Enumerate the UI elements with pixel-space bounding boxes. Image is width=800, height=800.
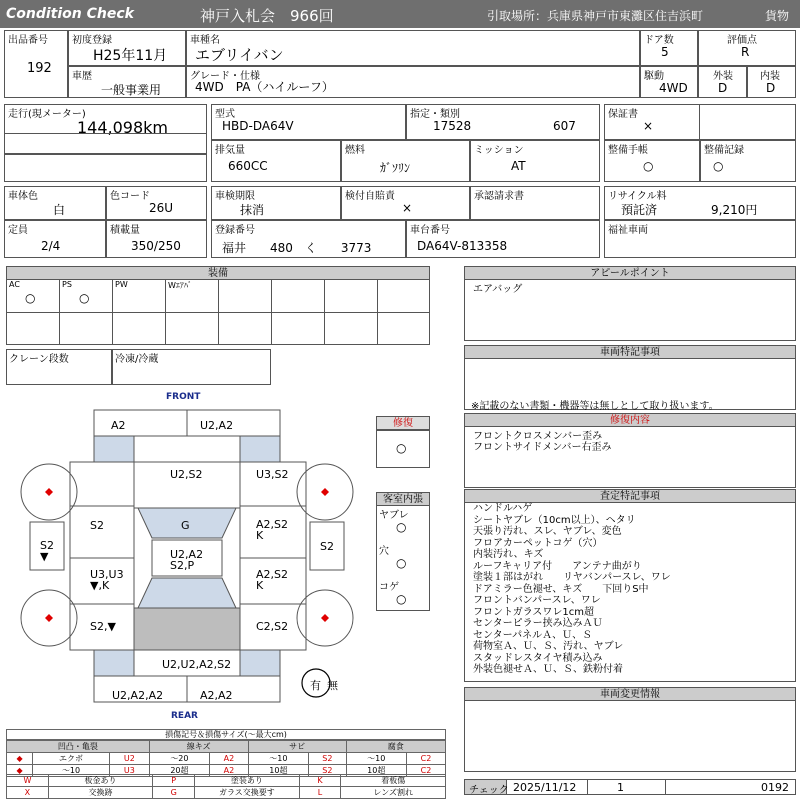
inspect-label: 車検期限 (215, 191, 255, 202)
recycle-status: 預託済 (621, 203, 658, 217)
color-code-label: 色コード (110, 191, 150, 202)
model-box (211, 104, 406, 140)
first-reg-label: 初度登録 (72, 35, 112, 46)
plate-box (211, 220, 406, 258)
cert-value-2: 607 (553, 119, 576, 133)
grade-label: グレード・仕様 (190, 71, 260, 82)
score-value: R (741, 45, 750, 59)
inspection-line: フロントガラスワレ1cm超 (473, 606, 595, 618)
manual-label: 整備手帳 (608, 145, 648, 156)
legend-cell: 10超 (248, 765, 308, 777)
legend-cell: 塗装あり (195, 775, 300, 787)
approval-box (470, 186, 600, 220)
panel-right-mirror: S2 (320, 540, 334, 553)
lot-label: 出品番号 (8, 35, 48, 46)
doors-label: ドア数 (644, 35, 674, 46)
cert-box (406, 104, 600, 140)
warranty-value: × (643, 119, 654, 133)
first-reg-box (68, 30, 186, 66)
panel-left-mirror: S2 ▼ (40, 539, 54, 563)
legend-code: U2 (109, 753, 149, 765)
equip-ac-label: AC (9, 280, 20, 289)
panel-roof: U2,A2 S2,P (170, 548, 204, 572)
doors-box (640, 30, 698, 66)
legend-cell: 〜20 (149, 753, 209, 765)
fuel-value: ｶﾞｿﾘﾝ (380, 161, 411, 175)
check-label: チェック (469, 785, 509, 796)
legend-code: X (7, 787, 49, 799)
inspection-line: フロアカーペットコゲ（穴） (473, 537, 603, 549)
mileage-value: 144,098km (77, 118, 169, 137)
vehicle-category: 貨物 (765, 9, 790, 23)
grade-box (186, 66, 640, 98)
cabin-burn-label: コゲ (379, 582, 399, 593)
first-reg-value: H25年11月 (93, 48, 168, 64)
int-label: 内装 (760, 71, 780, 82)
plate-value: 福井 480 く 3773 (222, 241, 372, 255)
score-label: 評価点 (727, 35, 757, 46)
legend-code: S2 (309, 753, 347, 765)
panel-left-front-door: S2 (90, 519, 104, 532)
recycle-amount: 9,210円 (711, 203, 758, 217)
panel-right-front-upper: U3,S2 (256, 468, 289, 481)
drive-value: 4WD (659, 81, 688, 95)
fuel-label: 燃料 (345, 145, 365, 156)
check-number: 1 (617, 781, 624, 794)
panel-rear-bumper-right: A2,A2 (200, 689, 233, 702)
change-box (464, 700, 796, 772)
car-name-value: エブリイバン (195, 46, 284, 64)
record-value: ○ (713, 159, 724, 173)
appeal-text: エアバッグ (473, 284, 523, 295)
panel-right-front-door: A2,S2 K (256, 518, 289, 542)
record-box (700, 140, 796, 182)
warranty-box (604, 104, 796, 140)
lot-number: 192 (27, 61, 52, 76)
inspection-line: センターパネルＡ、Ｕ、Ｓ (473, 629, 593, 641)
legend-code: G (153, 787, 195, 799)
load-value: 350/250 (131, 239, 181, 253)
spare-tire-yes: 有 (310, 679, 321, 692)
inspection-box (464, 502, 796, 682)
body-color-box (4, 186, 106, 220)
legend-cell: 〜10 (248, 753, 308, 765)
legend-diamond-icon: ◆ (7, 765, 33, 777)
panel-roof-front: U2,S2 (170, 468, 203, 481)
mission-box (470, 140, 600, 182)
recycle-label: リサイクル料 (608, 191, 667, 202)
manual-box (604, 140, 700, 182)
car-name-box (186, 30, 640, 66)
panel-rear-bumper-left: U2,A2,A2 (112, 689, 164, 702)
legend-cell: レンズ割れ (341, 787, 446, 799)
panel-left-rear-door: U3,U3 ▼,K (90, 568, 124, 592)
repair-line: フロントクロスメンバー歪み (473, 431, 603, 442)
legend-cell: 交換跡 (48, 787, 153, 799)
legend-title: 損傷記号＆損傷サイズ(〜最大cm) (6, 729, 446, 740)
panel-back-door: U2,U2,A2,S2 (162, 658, 232, 671)
color-code-value: 26U (149, 201, 174, 215)
inspection-line: シートヤブレ（10cm以上）、ヘタリ (473, 514, 636, 526)
repair-content-box (464, 426, 796, 488)
liability-value: × (402, 201, 413, 215)
legend-code: C2 (406, 765, 445, 777)
legend-code: C2 (406, 753, 445, 765)
inspection-line: ハンドルハゲ (473, 503, 533, 514)
legend-code: A2 (210, 765, 249, 777)
record-label: 整備記録 (704, 145, 744, 156)
header-bar (0, 0, 800, 28)
drive-box (640, 66, 698, 98)
ext-label: 外装 (713, 71, 733, 82)
score-box (698, 30, 796, 66)
cert-label: 指定・類別 (410, 109, 460, 120)
cabin-burn-mark: ○ (396, 592, 407, 606)
panel-left-quarter: S2,▼ (90, 620, 116, 633)
model-value: HBD-DA64V (222, 119, 294, 133)
int-box (747, 66, 796, 98)
chassis-label: 車台番号 (410, 225, 450, 236)
inspection-line: 天張り汚れ、スレ、ヤブレ、変色 (473, 526, 622, 537)
footer-box (464, 779, 796, 795)
inspection-line: フロントバンパースレ、ワレ (473, 595, 601, 606)
legend-diamond-icon: ◆ (7, 753, 33, 765)
history-value: 一般事業用 (101, 83, 162, 97)
mileage-label: 走行(現メーター) (8, 109, 86, 120)
repair-line: フロントサイドメンバー右歪み (473, 442, 612, 453)
int-value: D (766, 81, 776, 95)
legend-cell: 板金あり (48, 775, 153, 787)
liability-box (341, 186, 470, 220)
fridge-label: 冷凍/冷蔵 (115, 354, 159, 365)
equipment-grid (6, 279, 430, 345)
equip-pw-label: PW (115, 280, 128, 289)
equip-wairbag-label: Wｴｱﾊﾞ (168, 281, 192, 290)
warranty-label: 保証書 (608, 109, 638, 120)
inspection-line: スタッドレスタイヤ積み込み (473, 652, 603, 664)
inspection-line: 荷物室Ａ、Ｕ、Ｓ、汚れ、ヤブレ (473, 641, 624, 652)
panel-right-rear-door: A2,S2 K (256, 568, 289, 592)
equipment-title: 装備 (6, 266, 430, 280)
load-label: 積載量 (110, 225, 140, 236)
rear-label: REAR (171, 711, 198, 721)
legend-cell: 着板傷 (341, 775, 446, 787)
liability-label: 検付自賠責 (345, 191, 395, 202)
disp-box (211, 140, 341, 182)
model-label: 型式 (215, 109, 235, 120)
mission-value: AT (511, 159, 526, 173)
inspection-line: ルーフキャリア付 アンテナ曲がり (473, 560, 642, 572)
special-note: ※記載のない書類・機器等は無しとして取り扱います。 (471, 401, 719, 412)
car-name-label: 車種名 (190, 35, 220, 46)
legend-code: L (299, 787, 341, 799)
mileage-extra-box (4, 154, 207, 182)
inspection-title: 査定特記事項 (464, 489, 796, 503)
legend-codes-table (6, 774, 446, 799)
legend-cell: 〜10 (346, 753, 406, 765)
appeal-box (464, 279, 796, 341)
repair-content-title: 修復内容 (464, 413, 796, 427)
legend-group-dent: 凹凸・亀裂 (7, 741, 150, 753)
welfare-box (604, 220, 796, 258)
color-code-box (106, 186, 207, 220)
appeal-title: アピールポイント (464, 266, 796, 280)
legend-table (6, 740, 446, 777)
repair-mark: ○ (396, 441, 407, 455)
disp-value: 660CC (228, 159, 268, 173)
cabin-box (376, 505, 430, 611)
legend-cell: 10超 (346, 765, 406, 777)
spare-tire-no: 無 (327, 679, 338, 692)
inspection-line: センターピラー挟み込みＡＵ (473, 618, 603, 629)
cabin-tear-label: ヤブレ (379, 510, 409, 521)
body-color-value: 白 (53, 203, 66, 217)
cabin-hole-mark: ○ (396, 556, 407, 570)
check-date: 2025/11/12 (513, 781, 577, 794)
legend-code: K (299, 775, 341, 787)
load-box (106, 220, 207, 258)
capacity-box (4, 220, 106, 258)
cabin-tear-mark: ○ (396, 520, 407, 534)
panel-windshield: G (181, 519, 190, 532)
inspect-value: 抹消 (240, 203, 265, 217)
capacity-label: 定員 (8, 225, 28, 236)
legend-cell: エクボ (33, 753, 110, 765)
history-label: 車歴 (72, 71, 92, 82)
disp-label: 排気量 (215, 145, 245, 156)
legend-cell: 〜10 (33, 765, 110, 777)
legend-code: A2 (210, 753, 249, 765)
manual-value: ○ (643, 159, 654, 173)
front-label: FRONT (166, 392, 201, 402)
approval-label: 承認請求書 (474, 191, 524, 202)
cert-value-1: 17528 (433, 119, 472, 133)
welfare-label: 福祉車両 (608, 225, 648, 236)
lot-box (4, 30, 68, 98)
fuel-box (341, 140, 470, 182)
panel-front-left: A2 (111, 419, 126, 432)
mileage-box (4, 104, 207, 154)
change-title: 車両変更情報 (464, 687, 796, 701)
legend-code: P (153, 775, 195, 787)
inspection-line: ドアミラー色褪せ、キズ 下回りS中 (473, 583, 649, 595)
form-title: Condition Check (6, 6, 134, 22)
capacity-value: 2/4 (41, 239, 61, 253)
legend-cell: ガラス交換要す (195, 787, 300, 799)
chassis-value: DA64V-813358 (417, 239, 508, 253)
recycle-box (604, 186, 796, 220)
inspection-line: 内装汚れ、キズ (473, 549, 544, 560)
body-color-label: 車体色 (8, 191, 38, 202)
crane-label: クレーン段数 (9, 354, 69, 365)
legend-cell: 20超 (149, 765, 209, 777)
legend-code: S2 (309, 765, 347, 777)
mission-label: ミッション (474, 145, 524, 156)
panel-right-quarter: C2,S2 (256, 620, 289, 633)
drive-label: 駆動 (644, 71, 664, 82)
special-box (464, 358, 796, 410)
repair-label: 修復 (376, 416, 430, 430)
legend-group-corrosion: 腐食 (346, 741, 445, 753)
panel-hood: U2,A2 (200, 419, 234, 432)
equip-ps-label: PS (62, 280, 72, 289)
inspection-line: 外装色褪せＡ、Ｕ、Ｓ、鉄粉付着 (473, 664, 623, 675)
equip-ac-mark: ○ (25, 291, 36, 305)
plate-label: 登録番号 (215, 225, 255, 236)
auction-name: 神戸入札会 966回 (200, 7, 334, 25)
chassis-box (406, 220, 600, 258)
repair-mark-box (376, 430, 430, 468)
ext-value: D (718, 81, 728, 95)
legend-group-scratch: 線キズ (149, 741, 248, 753)
ext-box (698, 66, 747, 98)
inspection-line: 塗装１部はがれ リヤバンパースレ、ワレ (473, 572, 671, 583)
legend-code: U3 (109, 765, 149, 777)
crane-box (6, 349, 112, 385)
cabin-hole-label: 穴 (379, 546, 389, 557)
pickup-location: 引取場所：兵庫県神戸市東灘区住吉浜町 (487, 9, 704, 23)
legend-code: W (7, 775, 49, 787)
history-box (68, 66, 186, 98)
grade-value: 4WD PA（ハイルーフ） (195, 80, 334, 94)
doors-value: 5 (661, 45, 669, 59)
special-title: 車両特記事項 (464, 345, 796, 359)
fridge-box (112, 349, 271, 385)
equip-ps-mark: ○ (79, 291, 90, 305)
cabin-title: 客室内張 (376, 492, 430, 506)
inspect-box (211, 186, 341, 220)
legend-group-rust: サビ (248, 741, 346, 753)
check-id: 0192 (761, 781, 789, 794)
